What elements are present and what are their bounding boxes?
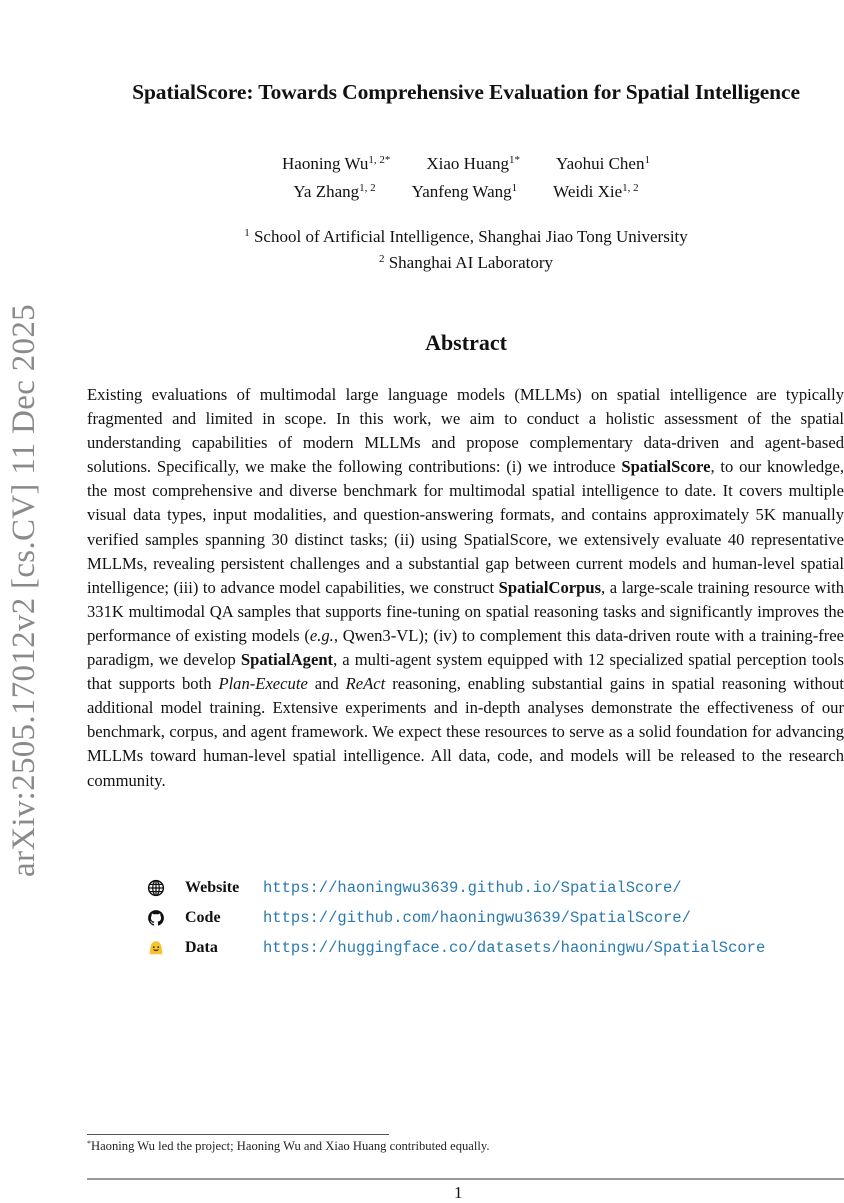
data-link[interactable]: https://huggingface.co/datasets/haoningwu/SpatialScore [263,939,766,957]
emphasis-bold: SpatialCorpus [498,577,602,597]
link-row-code [146,903,765,933]
author-list [88,150,844,206]
emphasis-italic: ReAct [345,674,386,694]
code-label: Code [185,909,221,926]
arxiv-identifier-stamp [4,290,44,890]
affiliations [88,224,844,276]
author: Weidi Xie$^{1, 2}$ [553,182,639,201]
github-icon [146,908,166,928]
paper-title: SpatialScore: Towards Comprehensive Evaluation for Spatial Intelligence [132,80,800,104]
abstract-paragraph: Existing evaluations of multimodal large language models (MLLMs) on spatial intelligence are typically fragmented and limited in scope. In this work, we aim to conduct a holistic assessment of the spatial understanding capabilities of modern MLLMs and propose complementary data-driven and agent-based solutions. Specifically, we make the following contributions: (i) we introduce SpatialScore, to our knowledge, the most comprehensive and diverse benchmark for multimodal spatial intelligence to date. It covers multiple visual data types, input modalities, and question-answering formats, and contains approximately 5K manually verified samples spanning 30 distinct tasks; (ii) using SpatialScore, we extensively evaluate 40 representative MLLMs, revealing persistent challenges and a substantial gap between current models and human-level spatial intelligence; (iii) to advance model capabilities, we construct SpatialCorpus, a large-scale training resource with 331K multimodal QA samples that supports fine-tuning on spatial reasoning tasks and significantly improves the performance of existing models (e.g., Qwen3-VL); (iv) to complement this data-driven route with a training-free paradigm, we develop SpatialAgent, a multi-agent system equipped with 12 specialized spatial perception tools that supports both Plan-Execute and ReAct reasoning, enabling substantial gains in spatial reasoning without additional model training. Extensive experiments and in-depth analyses demonstrate the effectiveness of our benchmark, corpus, and agent framework. We expect these resources to serve as a solid foundation for advancing MLLMs toward human-level spatial intelligence. All data, code, and models will be released to the research community. [87,385,844,790]
author: Xiao Huang$^{1*}$ [426,154,520,173]
author: Haoning $Wu^{1, 2*}$ [282,154,391,173]
emphasis-bold: SpatialAgent [240,650,334,670]
abstract-body [87,383,844,793]
website-label: Website [185,879,240,896]
page-divider [87,1178,844,1180]
resource-links [146,873,765,963]
page-number: 1 [454,1183,463,1202]
globe-icon [146,878,166,898]
data-label: Data [185,939,218,956]
author-row-2 [88,178,844,206]
website-link[interactable]: https://haoningwu3639.github.io/SpatialScore/ [263,879,682,897]
author-row-1 [88,150,844,178]
arxiv-stamp-text: arXiv:2505.17012v2 [cs.CV] 11 Dec 2025 [5,303,42,877]
emphasis-bold: SpatialScore [621,457,711,477]
abstract-heading: Abstract [425,330,507,355]
footnote: *Haoning Wu led the project; Haoning Wu and Xiao Huang contributed equally. [87,1139,490,1153]
author: Yaohui Chen$^1$ [556,154,650,173]
link-row-data [146,933,765,963]
emphasis-italic: Plan-Execute [218,674,308,694]
code-link[interactable]: https://github.com/haoningwu3639/SpatialScore/ [263,909,691,927]
emphasis-italic: e.g. [309,625,334,645]
affiliation: $^1$ School of Artificial Intelligence, Shanghai Jiao Tong University [244,227,688,246]
author: Yanfeng Wang$^1$ [411,182,518,201]
link-row-website [146,873,765,903]
author: Ya Zhang$^{1, 2}$ [293,182,376,201]
footnote-divider [87,1134,389,1135]
affiliation: $^2$ Shanghai AI Laboratory [378,253,554,272]
huggingface-icon [146,938,166,958]
